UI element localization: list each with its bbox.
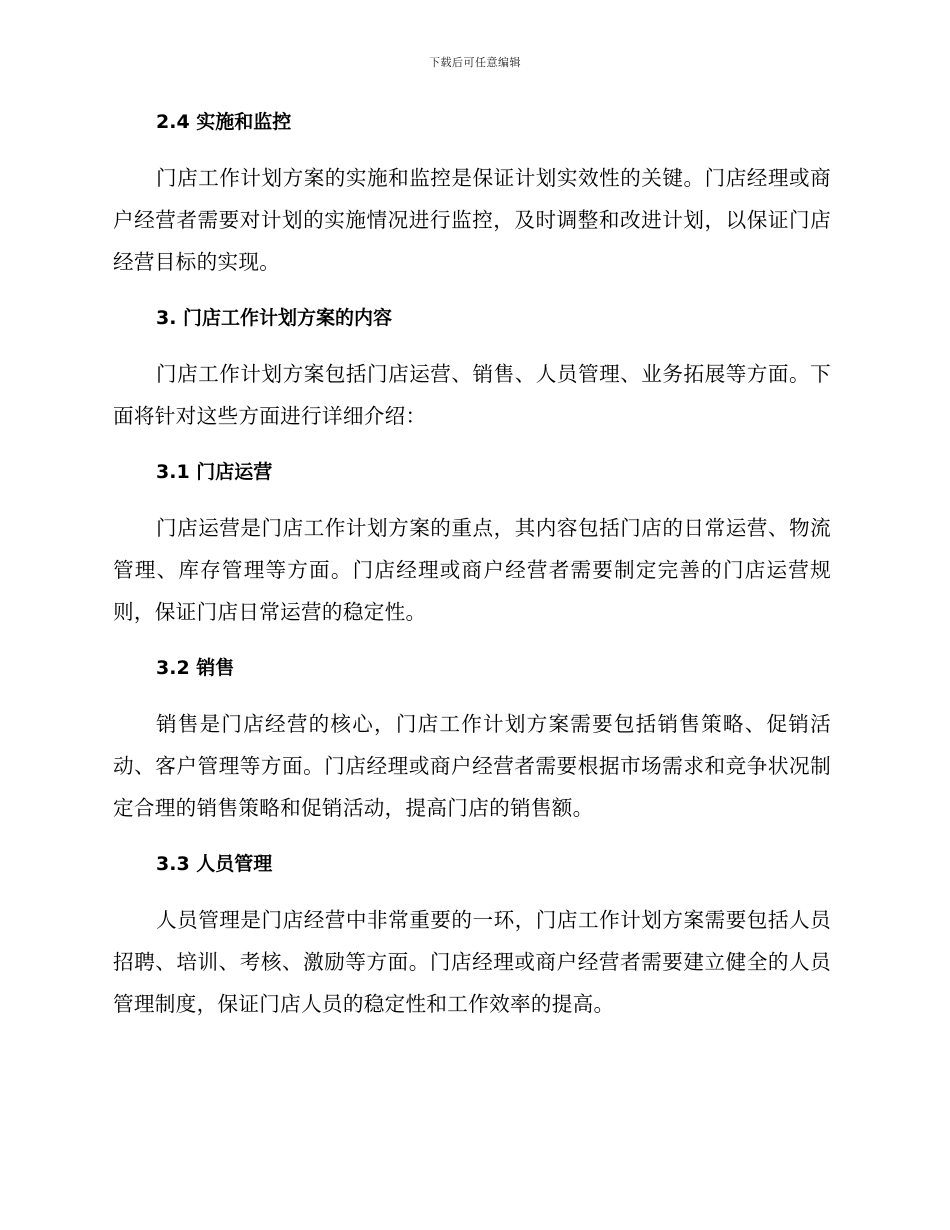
section-heading-3-3: 3.3 人员管理	[156, 853, 273, 875]
section-paragraph-3-2: 销售是门店经营的核心，门店工作计划方案需要包括销售策略、促销活动、客户管理等方面。门店经理或商户经营者需要根据市场需求和竞争状况制定合理的销售策略和促销活动，提高门店的销售额。	[113, 712, 831, 820]
section-paragraph-3-1: 门店运营是门店工作计划方案的重点，其内容包括门店的日常运营、物流管理、库存管理等方面。门店经理或商户经营者需要制定完善的门店运营规则，保证门店日常运营的稳定性。	[113, 516, 831, 624]
section-heading-2-4: 2.4 实施和监控	[156, 111, 292, 133]
section-paragraph-2-4: 门店工作计划方案的实施和监控是保证计划实效性的关键。门店经理或商户经营者需要对计划的实施情况进行监控，及时调整和改进计划，以保证门店经营目标的实现。	[113, 166, 831, 274]
section-heading-3: 3. 门店工作计划方案的内容	[156, 307, 393, 329]
section-heading-3-1: 3.1 门店运营	[156, 461, 273, 483]
document-body	[113, 107, 831, 1025]
section-heading-3-2: 3.2 销售	[156, 657, 235, 679]
section-paragraph-3-3: 人员管理是门店经营中非常重要的一环，门店工作计划方案需要包括人员招聘、培训、考核、激励等方面。门店经理或商户经营者需要建立健全的人员管理制度，保证门店人员的稳定性和工作效率的提高。	[113, 908, 831, 1016]
page-header: 下载后可任意编辑	[429, 56, 521, 69]
section-paragraph-3: 门店工作计划方案包括门店运营、销售、人员管理、业务拓展等方面。下面将针对这些方面进行详细介绍：	[113, 362, 831, 428]
